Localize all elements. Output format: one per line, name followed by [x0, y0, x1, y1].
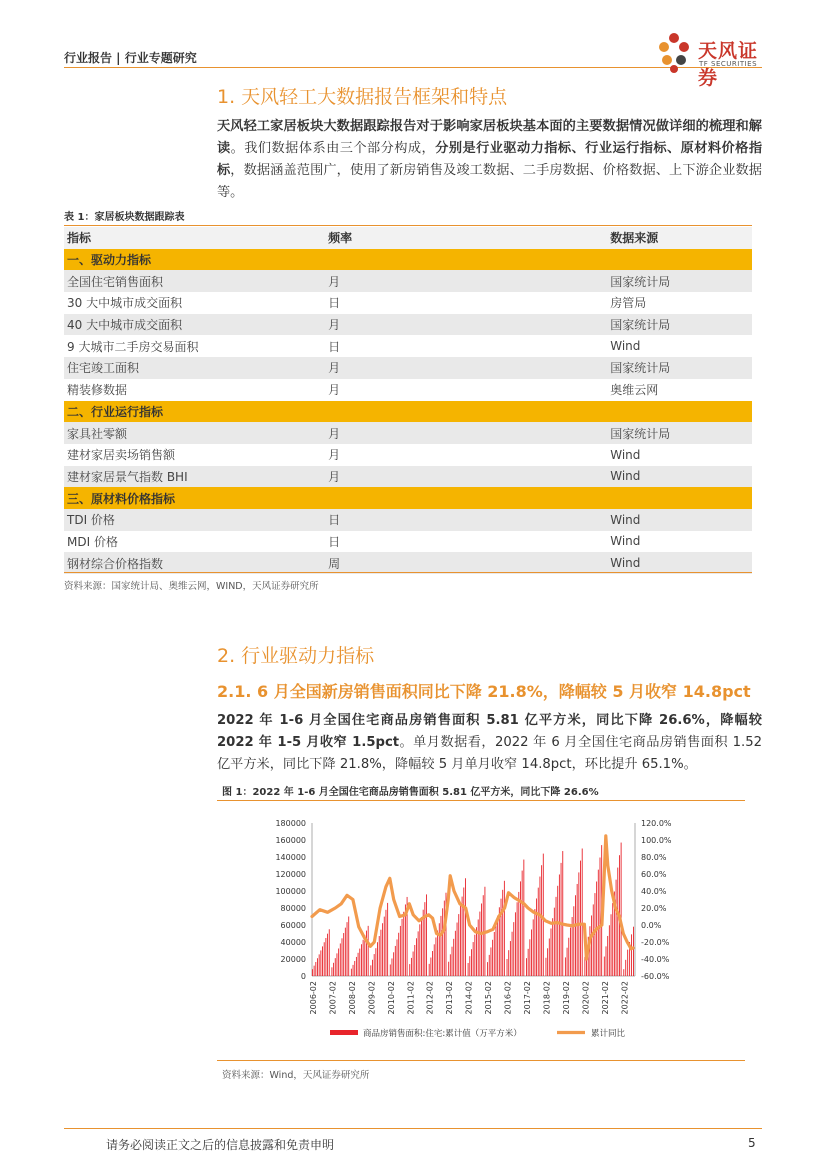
logo-text: 天风证券: [698, 40, 759, 89]
sales-bar: [517, 902, 518, 976]
sales-bar: [342, 938, 343, 976]
sales-bar: [312, 969, 313, 976]
sales-bar: [594, 893, 595, 976]
sales-bar: [327, 934, 328, 976]
x-tick-label: 2015-02: [484, 981, 494, 1015]
sales-bar: [380, 930, 381, 976]
sales-bar: [413, 952, 414, 976]
table-row: [64, 466, 752, 488]
table-header-row: [64, 227, 752, 249]
sales-bar: [469, 956, 470, 976]
figure-bottom-border: [217, 1060, 745, 1061]
sales-bar: [492, 940, 493, 976]
para-bold: 2022 年 1-6 月全国住宅商品房销售面积 5.81 亿平方米，同比下降 26.6%，降幅较 2022 年 1-5 月收窄 1.5pct: [217, 713, 762, 750]
sales-bar: [400, 926, 401, 976]
sales-bar: [458, 914, 459, 976]
sales-bar: [541, 865, 542, 976]
sales-bar: [457, 923, 458, 976]
sales-bar: [533, 919, 534, 976]
sales-bar: [489, 955, 490, 976]
sales-bar: [409, 964, 410, 976]
table-cell: 日: [325, 335, 607, 357]
sales-bar: [439, 923, 440, 976]
sales-bar: [374, 954, 375, 976]
sales-bar: [561, 863, 562, 976]
table-cell: Wind: [607, 552, 752, 574]
sales-bar: [325, 938, 326, 976]
table-row: [64, 531, 752, 553]
sales-bar: [549, 939, 550, 976]
sales-bar: [414, 945, 415, 976]
table-cell: 精装修数据: [64, 379, 325, 401]
sales-bar: [577, 884, 578, 976]
table-cell: TDI 价格: [64, 509, 325, 531]
sales-bar: [483, 895, 484, 976]
sales-bar: [345, 928, 346, 976]
x-tick-label: 2021-02: [600, 981, 610, 1015]
table-cell: 9 大城市二手房交易面积: [64, 335, 325, 357]
y-left-tick-label: 100000: [275, 887, 306, 896]
table-cell: 日: [325, 531, 607, 553]
logo-text-en: TF SECURITIES: [699, 60, 758, 68]
sales-bar: [363, 940, 364, 976]
sales-bar: [504, 881, 505, 976]
sales-bar: [375, 948, 376, 976]
table-row: [64, 335, 752, 357]
sales-bar: [331, 967, 332, 976]
sales-bar: [426, 894, 427, 976]
page-number: 5: [748, 1136, 756, 1150]
table-cell: 钢材综合价格指数: [64, 552, 325, 574]
table-row: [64, 270, 752, 292]
sales-bar: [403, 912, 404, 976]
table-cell: 国家统计局: [607, 314, 752, 336]
table-cell: 房管局: [607, 292, 752, 314]
table-section-title: 三、原材料价格指标: [64, 487, 752, 509]
sales-bar: [522, 871, 523, 976]
sales-bar: [545, 958, 546, 976]
sales-bar: [353, 965, 354, 976]
x-tick-label: 2011-02: [406, 981, 416, 1015]
sales-bar: [606, 946, 607, 976]
table-cell: 国家统计局: [607, 270, 752, 292]
table-row: [64, 379, 752, 401]
sales-bar: [460, 905, 461, 976]
data-tracking-table: [64, 226, 752, 574]
sales-bar: [496, 924, 497, 976]
sales-bar: [604, 957, 605, 976]
table-row: [64, 444, 752, 466]
x-tick-label: 2020-02: [581, 981, 591, 1015]
table-section-row: [64, 249, 752, 271]
sales-bar: [315, 962, 316, 976]
sales-bar: [379, 936, 380, 976]
x-tick-label: 2010-02: [386, 981, 396, 1015]
table-cell: 住宅竣工面积: [64, 357, 325, 379]
table-source: 资料来源：国家统计局、奥维云网，WIND，天风证券研究所: [64, 581, 319, 592]
sales-bar: [582, 849, 583, 977]
sales-bar: [452, 947, 453, 976]
sales-bar: [462, 897, 463, 976]
sales-bar: [575, 895, 576, 976]
y-right-tick-label: 0.0%: [641, 921, 662, 930]
sales-bar: [513, 922, 514, 976]
sales-bar: [552, 918, 553, 976]
y-left-tick-label: 40000: [280, 938, 306, 947]
sales-bar: [336, 953, 337, 976]
footer-disclaimer: 请务必阅读正文之后的信息披露和免责申明: [106, 1138, 335, 1152]
sales-bar: [593, 904, 594, 976]
sales-bar: [359, 949, 360, 976]
sales-bar: [612, 903, 613, 976]
table-cell: 月: [325, 466, 607, 488]
sales-bar: [502, 890, 503, 976]
sales-bar: [441, 916, 442, 976]
sales-bar: [479, 912, 480, 976]
sales-bar: [322, 946, 323, 976]
x-tick-label: 2007-02: [328, 981, 338, 1015]
footer-divider: [64, 1128, 762, 1129]
sales-bar: [580, 861, 581, 976]
sales-bar: [329, 929, 330, 976]
sales-bar: [382, 923, 383, 976]
sales-bar: [621, 843, 622, 976]
x-tick-label: 2017-02: [523, 981, 533, 1015]
x-tick-label: 2022-02: [620, 981, 630, 1015]
sales-bar: [424, 902, 425, 976]
sales-bar: [387, 903, 388, 976]
table-cell: Wind: [607, 509, 752, 531]
sales-bar: [481, 903, 482, 976]
sales-bar: [633, 927, 634, 976]
sales-bar: [358, 953, 359, 976]
sales-bar: [320, 950, 321, 976]
section-1-title: 1. 天风轻工大数据报告框架和特点: [217, 86, 508, 108]
sales-bar: [611, 914, 612, 976]
sales-bar: [490, 947, 491, 976]
sales-bar: [536, 898, 537, 976]
sales-bar: [434, 944, 435, 976]
table-cell: 周: [325, 552, 607, 574]
sales-bar: [494, 932, 495, 976]
table-cell: MDI 价格: [64, 531, 325, 553]
para-bold: 天风轻工家居板块大数据跟踪报告对于影响家居板块基本面的主要数据情况做详细的梳理和解读: [217, 119, 762, 156]
sales-bar: [372, 960, 373, 976]
sales-bar: [442, 908, 443, 976]
sales-bar: [559, 874, 560, 976]
table-row: [64, 509, 752, 531]
sales-bar: [419, 924, 420, 976]
sales-bar: [370, 965, 371, 976]
sales-bar: [557, 886, 558, 976]
sales-bar: [335, 958, 336, 976]
sales-bar: [416, 938, 417, 976]
x-tick-label: 2008-02: [347, 981, 357, 1015]
table-cell: 全国住宅销售面积: [64, 270, 325, 292]
table-cell: 月: [325, 379, 607, 401]
table-header-cell: 频率: [325, 227, 607, 249]
table-section-title: 二、行业运行指标: [64, 401, 752, 423]
table-caption: 表 1：家居板块数据跟踪表: [64, 212, 185, 223]
x-tick-label: 2009-02: [367, 981, 377, 1015]
para-text: ，数据涵盖范围广，使用了新房销售及竣工数据、二手房数据、价格数据、上下游企业数据等。: [217, 163, 762, 200]
table-cell: 日: [325, 509, 607, 531]
sales-bar: [348, 917, 349, 977]
y-left-tick-label: 60000: [280, 921, 306, 930]
para-bold: 分别是行业驱动力指标、行业运行指标、原材料价格指标: [217, 141, 763, 178]
table-cell: 建材家居卖场销售额: [64, 444, 325, 466]
sales-bar: [515, 912, 516, 976]
table-cell: 国家统计局: [607, 422, 752, 444]
sales-bar: [565, 957, 566, 976]
sales-bar: [497, 916, 498, 976]
sales-bar: [385, 910, 386, 976]
sales-bar: [432, 951, 433, 976]
x-tick-label: 2006-02: [308, 981, 318, 1015]
sales-bar: [361, 944, 362, 976]
sales-bar: [631, 934, 632, 976]
table-row: [64, 292, 752, 314]
sales-bar: [617, 868, 618, 976]
sales-bar: [589, 926, 590, 976]
figure-caption: 图 1：2022 年 1-6 月全国住宅商品房销售面积 5.81 亿平方米，同比下降 26.6%: [222, 787, 599, 798]
section-2-title: 2. 行业驱动力指标: [217, 645, 375, 667]
sales-bar: [435, 937, 436, 976]
sales-bar: [444, 901, 445, 976]
y-right-tick-label: 40.0%: [641, 887, 667, 896]
sales-bar: [591, 915, 592, 976]
y-right-tick-label: 120.0%: [641, 819, 672, 828]
y-right-tick-label: 60.0%: [641, 870, 667, 879]
y-right-tick-label: -20.0%: [641, 938, 670, 947]
sales-bar: [397, 939, 398, 976]
sales-bar: [453, 939, 454, 976]
table-row: [64, 552, 752, 574]
table-cell: 30 大中城市成交面积: [64, 292, 325, 314]
table-cell: Wind: [607, 444, 752, 466]
report-breadcrumb: 行业报告 | 行业专题研究: [64, 51, 197, 65]
sales-bar: [623, 969, 624, 976]
sales-bar: [562, 851, 563, 976]
sales-bar: [478, 919, 479, 976]
sales-bar: [437, 930, 438, 976]
sales-bar: [324, 942, 325, 976]
table-cell: 家具社零额: [64, 422, 325, 444]
y-right-tick-label: -40.0%: [641, 955, 670, 964]
table-header-cell: 数据来源: [607, 227, 752, 249]
sales-bar: [508, 950, 509, 976]
sales-bar: [455, 931, 456, 976]
table-cell: 月: [325, 357, 607, 379]
sales-bar: [600, 858, 601, 976]
sales-bar: [347, 922, 348, 976]
yoy-line: [312, 836, 633, 959]
sales-bar: [354, 961, 355, 976]
table-cell: 建材家居景气指数 BHI: [64, 466, 325, 488]
y-left-tick-label: 20000: [280, 955, 306, 964]
x-tick-label: 2016-02: [503, 981, 513, 1015]
sales-bar: [567, 948, 568, 976]
table-cell: Wind: [607, 531, 752, 553]
sales-bar: [556, 897, 557, 976]
sales-bar: [573, 906, 574, 976]
sales-bar: [338, 948, 339, 976]
sales-bar: [551, 928, 552, 976]
sales-bar: [340, 943, 341, 976]
sales-bar: [411, 958, 412, 976]
legend-label-bars: 商品房销售面积:住宅:累计值（万平方米）: [363, 1029, 522, 1039]
y-left-tick-label: 80000: [280, 904, 306, 913]
sales-bar: [421, 917, 422, 976]
sales-bar: [568, 938, 569, 976]
sales-bar: [543, 854, 544, 976]
x-tick-label: 2014-02: [464, 981, 474, 1015]
table-cell: 月: [325, 444, 607, 466]
sales-bar: [598, 870, 599, 976]
legend-label-line: 累计同比: [591, 1029, 626, 1039]
sales-bar: [395, 946, 396, 976]
sales-bar: [547, 948, 548, 976]
y-left-tick-label: 180000: [275, 819, 306, 828]
table-row: [64, 357, 752, 379]
sales-bar: [368, 926, 369, 976]
sales-bar: [554, 908, 555, 976]
table-cell: 奥维云网: [607, 379, 752, 401]
y-left-tick-label: 140000: [275, 853, 306, 862]
sales-bar: [526, 958, 527, 976]
figure-source: 资料来源：Wind，天风证券研究所: [222, 1070, 370, 1081]
sales-bar: [402, 919, 403, 976]
section-1-paragraph: [217, 116, 762, 204]
sales-bar: [607, 936, 608, 976]
company-logo: [652, 30, 772, 89]
table-cell: Wind: [607, 466, 752, 488]
y-right-tick-label: 20.0%: [641, 904, 667, 913]
sales-bar: [384, 917, 385, 976]
table-section-title: 一、驱动力指标: [64, 249, 752, 271]
section-2-paragraph: [217, 710, 762, 776]
sales-bar: [392, 958, 393, 976]
sales-bar: [523, 860, 524, 976]
sales-bar: [512, 932, 513, 976]
y-right-tick-label: 80.0%: [641, 853, 667, 862]
sales-bar: [448, 962, 449, 976]
sales-bar: [507, 959, 508, 976]
sales-bar: [390, 964, 391, 976]
x-tick-label: 2018-02: [542, 981, 552, 1015]
sales-bar: [450, 954, 451, 976]
sales-bar: [539, 877, 540, 976]
sales-bar: [429, 964, 430, 976]
table-bottom-border: [64, 572, 752, 573]
table-cell: 月: [325, 314, 607, 336]
sales-bar: [625, 960, 626, 976]
sales-bar: [510, 941, 511, 976]
para-text: 。单月数据看，2022 年 6 月全国住宅商品房销售面积 1.52 亿平方米，同比下降 21.8%，降幅较 5 月单月收窄 14.8pct，环比提升 65.1%。: [217, 735, 762, 772]
table-cell: Wind: [607, 335, 752, 357]
table-cell: 月: [325, 270, 607, 292]
sales-bar: [317, 958, 318, 976]
y-left-tick-label: 160000: [275, 836, 306, 845]
sales-bar: [529, 939, 530, 976]
sales-bar: [343, 933, 344, 976]
table-section-row: [64, 401, 752, 423]
sales-bar: [319, 954, 320, 976]
table-cell: 40 大中城市成交面积: [64, 314, 325, 336]
y-right-tick-label: 100.0%: [641, 836, 672, 845]
sales-bar: [463, 888, 464, 976]
sales-bar: [333, 963, 334, 976]
sales-bar: [430, 958, 431, 976]
sales-bar: [487, 962, 488, 976]
sales-bar: [351, 969, 352, 976]
sales-bar: [473, 942, 474, 976]
sales-bar: [356, 957, 357, 976]
sales-bar: [531, 929, 532, 976]
sales-bar: [418, 931, 419, 976]
sales-bar: [616, 880, 617, 976]
sales-bar: [520, 881, 521, 976]
table-section-row: [64, 487, 752, 509]
x-tick-label: 2012-02: [425, 981, 435, 1015]
sales-bar: [538, 888, 539, 976]
table-cell: 月: [325, 422, 607, 444]
y-left-tick-label: 120000: [275, 870, 306, 879]
logo-flower-icon: [652, 30, 696, 74]
y-left-tick-label: 0: [300, 972, 306, 981]
x-tick-label: 2013-02: [445, 981, 455, 1015]
para-text: 。我们数据体系由三个部分构成，: [230, 141, 436, 156]
section-2-1-title: 2.1. 6 月全国新房销售面积同比下降 21.8%，降幅较 5 月收窄 14.8pct: [217, 682, 751, 701]
sales-bar: [398, 933, 399, 976]
sales-bar: [534, 909, 535, 976]
sales-bar: [468, 963, 469, 976]
table-row: [64, 314, 752, 336]
table-cell: 国家统计局: [607, 357, 752, 379]
sales-bar: [471, 949, 472, 976]
legend-swatch-bars: [330, 1030, 358, 1035]
sales-bar: [465, 878, 466, 976]
table-header-cell: 指标: [64, 227, 325, 249]
table-cell: 日: [325, 292, 607, 314]
sales-bar: [476, 927, 477, 976]
figure-top-border: [217, 800, 745, 801]
sales-bar: [528, 949, 529, 976]
sales-bar: [314, 966, 315, 976]
sales-bar: [474, 935, 475, 976]
x-tick-label: 2019-02: [561, 981, 571, 1015]
sales-bar: [609, 925, 610, 976]
sales-bar: [393, 952, 394, 976]
sales-bar: [377, 942, 378, 976]
sales-bar: [518, 892, 519, 976]
sales-area-chart: [217, 805, 745, 1055]
table-row: [64, 422, 752, 444]
sales-bar: [627, 950, 628, 976]
sales-bar: [570, 928, 571, 976]
y-right-tick-label: -60.0%: [641, 972, 670, 981]
